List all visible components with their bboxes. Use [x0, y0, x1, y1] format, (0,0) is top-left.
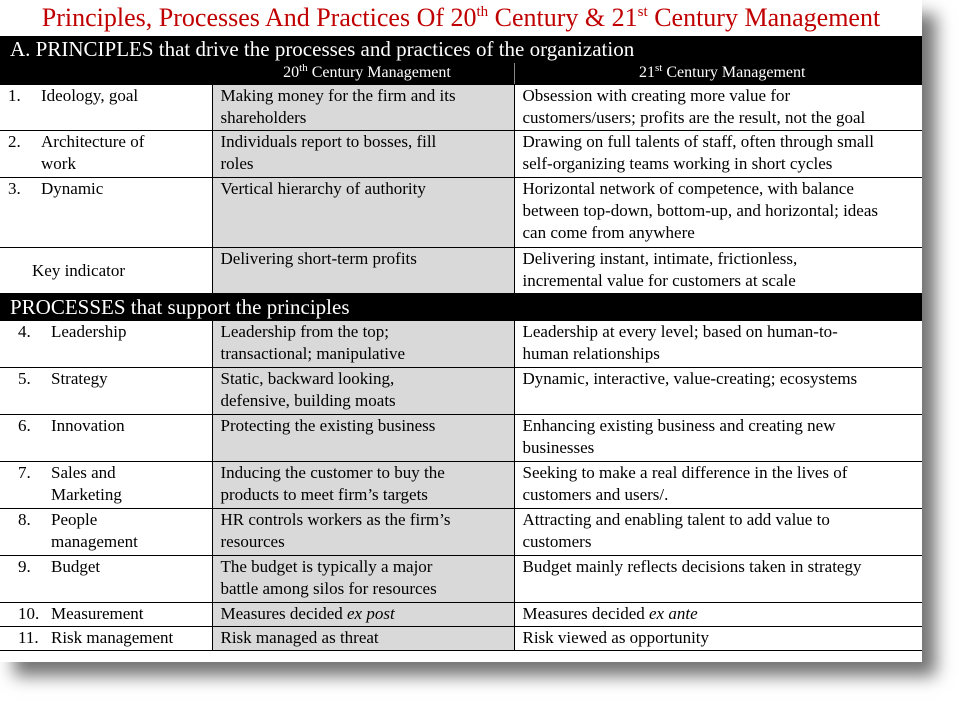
column-header-blank	[0, 63, 212, 85]
management-table	[0, 36, 922, 651]
table-row: 4. Leadership Leadership from the top; transactional; manipulative Leadership at every level; based on human-to- human relationships	[0, 321, 922, 368]
table-row-key-indicator: Key indicator Delivering short-term profits Delivering instant, intimate, frictionless, incremental value for customers at scale	[0, 248, 922, 294]
column-header-20th: 20th Century Management	[212, 63, 514, 85]
section-header-principles: A. PRINCIPLES that drive the processes and practices of the organization	[0, 36, 922, 63]
table-row: 6. Innovation Protecting the existing business Enhancing existing business and creating new businesses	[0, 415, 922, 462]
table-row: 7. Sales and Marketing Inducing the customer to buy the products to meet firm’s targets Seeking to make a real difference in the lives of customers and users/.	[0, 462, 922, 509]
table-row: 11. Risk management Risk managed as threat Risk viewed as opportunity	[0, 627, 922, 651]
table-row: 8. People management HR controls workers as the firm’s resources Attracting and enabling talent to add value to customers	[0, 509, 922, 556]
page-title: Principles, Processes And Practices Of 20th Century & 21st Century Management	[41, 3, 881, 32]
table-row: 9. Budget The budget is typically a major battle among silos for resources Budget mainly reflects decisions taken in strategy	[0, 556, 922, 603]
table-row: 5. Strategy Static, backward looking, defensive, building moats Dynamic, interactive, value-creating; ecosystems	[0, 368, 922, 415]
table-row: 2. Architecture of work Individuals report to bosses, fill roles Drawing on full talents of staff, often through small self-organizing teams working in short cycles	[0, 131, 922, 178]
table-row: 10. Measurement Measures decided ex post Measures decided ex ante	[0, 603, 922, 627]
table-row: 3. Dynamic Vertical hierarchy of authority Horizontal network of competence, with balance between top-down, bottom-up, and horizontal; ideas can come from anywhere	[0, 178, 922, 248]
column-header-21st: 21st Century Management	[514, 63, 922, 85]
column-headers	[0, 63, 922, 85]
section-header-processes: PROCESSES that support the principles	[0, 294, 922, 321]
table-row: 1. Ideology, goal Making money for the firm and its shareholders Obsession with creating more value for customers/users; profits are the result, not the goal	[0, 85, 922, 131]
